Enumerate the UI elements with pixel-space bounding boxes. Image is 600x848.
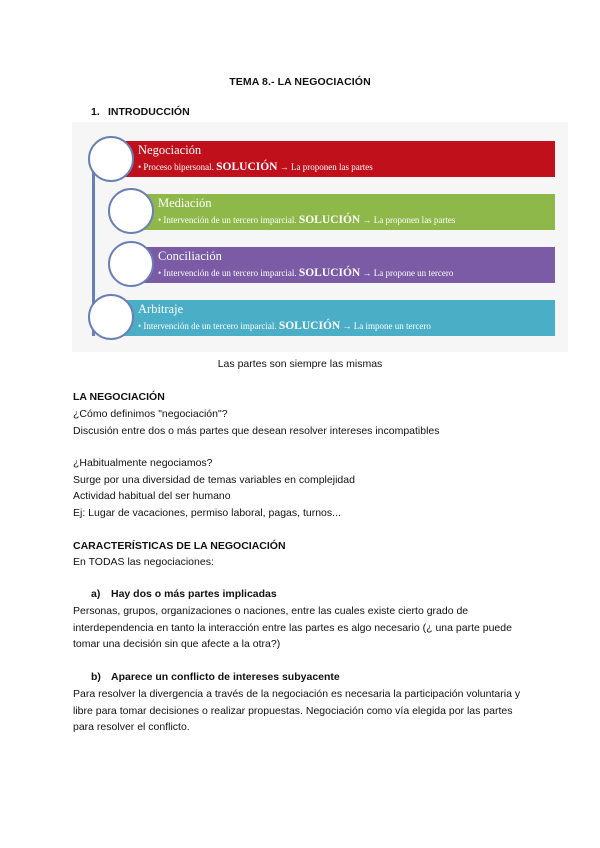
diagram-bar-negociacion	[114, 141, 555, 177]
question-habitual: ¿Habitualmente negociamos?	[73, 457, 213, 469]
paragraph-a-line-2: interdependencia en tanto la interacción entre las partes es algo necesario (¿ una parte puede	[73, 622, 512, 634]
caracteristicas-intro: En TODAS las negociaciones:	[73, 556, 214, 568]
bar-description	[138, 161, 373, 173]
bar-description	[158, 267, 453, 279]
bar-tail: → La propone un tercero	[362, 268, 454, 278]
paragraph-b-line-3: para resolver el conflicto.	[73, 721, 190, 733]
resolution-methods-diagram	[72, 122, 568, 352]
bar-tail: → La impone un tercero	[342, 321, 431, 331]
subheading-label: Aparece un conflicto de intereses subyacente	[111, 671, 340, 683]
subheading-letter: a)	[91, 588, 101, 600]
bar-highlight: SOLUCIÓN	[216, 161, 278, 173]
paragraph-b-line-1: Para resolver la divergencia a través de la negociación es necesaria la participación voluntaria y	[73, 688, 521, 700]
subheading-letter: b)	[91, 671, 101, 683]
bar-highlight: SOLUCIÓN	[278, 320, 341, 332]
diagram-circle-conciliacion	[108, 241, 154, 287]
bar-tail: → La proponen las partes	[279, 162, 373, 172]
bar-highlight: SOLUCIÓN	[298, 267, 361, 279]
bar-tail: → La proponen las partes	[362, 215, 456, 225]
answer-habitual-2: Actividad habitual del ser humano	[73, 490, 231, 502]
section-heading-introduccion	[91, 106, 190, 118]
paragraph-a-line-1: Personas, grupos, organizaciones o naciones, entre las cuales existe cierto grado de	[73, 605, 469, 617]
heading-caracteristicas: CARACTERÍSTICAS DE LA NEGOCIACIÓN	[73, 540, 286, 552]
bar-title: Conciliación	[158, 249, 222, 263]
bar-title: Negociación	[138, 143, 202, 157]
section-number: 1.	[91, 106, 100, 118]
bar-desc-text: • Proceso bipersonal.	[138, 162, 214, 172]
diagram-circle-mediacion	[108, 188, 154, 234]
heading-la-negociacion: LA NEGOCIACIÓN	[73, 391, 165, 403]
diagram-circle-negociacion	[88, 136, 134, 182]
subheading-b	[91, 671, 340, 683]
diagram-caption: Las partes son siempre las mismas	[217, 358, 383, 370]
bar-title: Mediación	[158, 196, 212, 210]
bar-highlight: SOLUCIÓN	[298, 214, 361, 226]
bar-desc-text: • Intervención de un tercero imparcial.	[158, 268, 297, 278]
paragraph-a-line-3: tomar una decisión sin que afecte a la otra?)	[73, 638, 281, 650]
answer-habitual-3: Ej: Lugar de vacaciones, permiso laboral, pagas, turnos...	[73, 507, 341, 519]
diagram-circle-arbitraje	[88, 294, 134, 340]
paragraph-b-line-2: libre para tomar decisiones o realizar propuestas. Negociación como vía elegida por las partes	[73, 705, 513, 717]
answer-definition: Discusión entre dos o más partes que desean resolver intereses incompatibles	[73, 425, 440, 437]
bar-description	[138, 320, 431, 332]
bar-title: Arbitraje	[138, 302, 184, 316]
section-label: INTRODUCCIÓN	[108, 106, 190, 118]
diagram-bar-mediacion	[132, 194, 555, 230]
bar-desc-text: • Intervención de un tercero imparcial.	[158, 215, 297, 225]
subheading-a	[91, 588, 277, 600]
diagram-bar-arbitraje	[114, 300, 555, 336]
bar-desc-text: • Intervención de un tercero imparcial.	[138, 321, 277, 331]
answer-habitual-1: Surge por una diversidad de temas variables en complejidad	[73, 474, 355, 486]
page-title: TEMA 8.- LA NEGOCIACIÓN	[229, 76, 371, 88]
bar-description	[158, 214, 455, 226]
subheading-label: Hay dos o más partes implicadas	[111, 588, 277, 600]
diagram-bar-conciliacion	[132, 247, 555, 283]
question-definition: ¿Cómo definimos "negociación"?	[73, 408, 228, 420]
